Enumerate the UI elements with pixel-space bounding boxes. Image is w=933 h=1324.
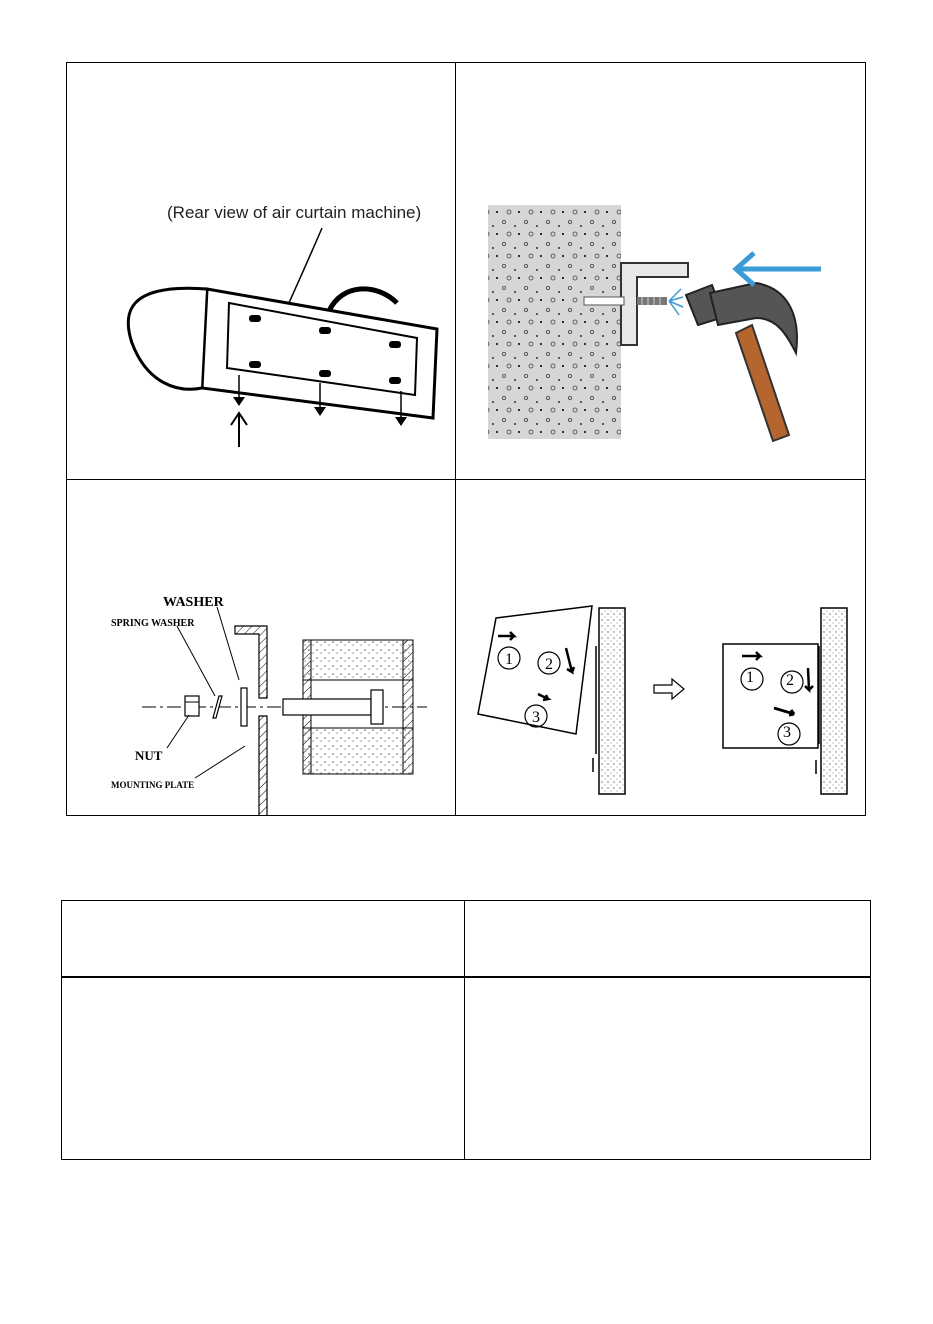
- wall-left: [599, 608, 625, 794]
- step-2-number-mounted: 2: [786, 672, 794, 689]
- table-divider-vertical: [464, 901, 465, 1159]
- empty-table: [61, 900, 871, 1160]
- step-3-number-mounted: 3: [783, 724, 791, 741]
- nut-label: NUT: [135, 748, 163, 763]
- fastener-assembly-illustration: [67, 480, 455, 816]
- step-1-number: 1: [505, 651, 513, 668]
- panel-rear-view: [67, 63, 455, 479]
- washer-label: WASHER: [163, 595, 224, 610]
- air-curtain-rear-illustration: [67, 63, 455, 479]
- panel-hanging-steps: [456, 480, 867, 816]
- spring-washer-label: SPRING WASHER: [111, 618, 195, 629]
- unit-mounted: [723, 644, 818, 748]
- step-3-number: 3: [532, 709, 540, 726]
- wall-right: [821, 608, 847, 794]
- table-header-divider: [62, 976, 870, 978]
- step-1-number-mounted: 1: [746, 669, 754, 686]
- rear-view-caption: (Rear view of air curtain machine): [167, 203, 422, 222]
- hanging-steps-illustration: [456, 480, 867, 816]
- panel-fastener-assembly: [67, 480, 455, 816]
- mounting-plate-label: MOUNTING PLATE: [111, 780, 195, 790]
- step-2-number: 2: [545, 656, 553, 673]
- transition-arrow: [654, 679, 684, 699]
- hammer-anchor-illustration: [456, 63, 867, 479]
- illustration-grid: [66, 62, 866, 816]
- panel-hammer-anchor: [456, 63, 867, 479]
